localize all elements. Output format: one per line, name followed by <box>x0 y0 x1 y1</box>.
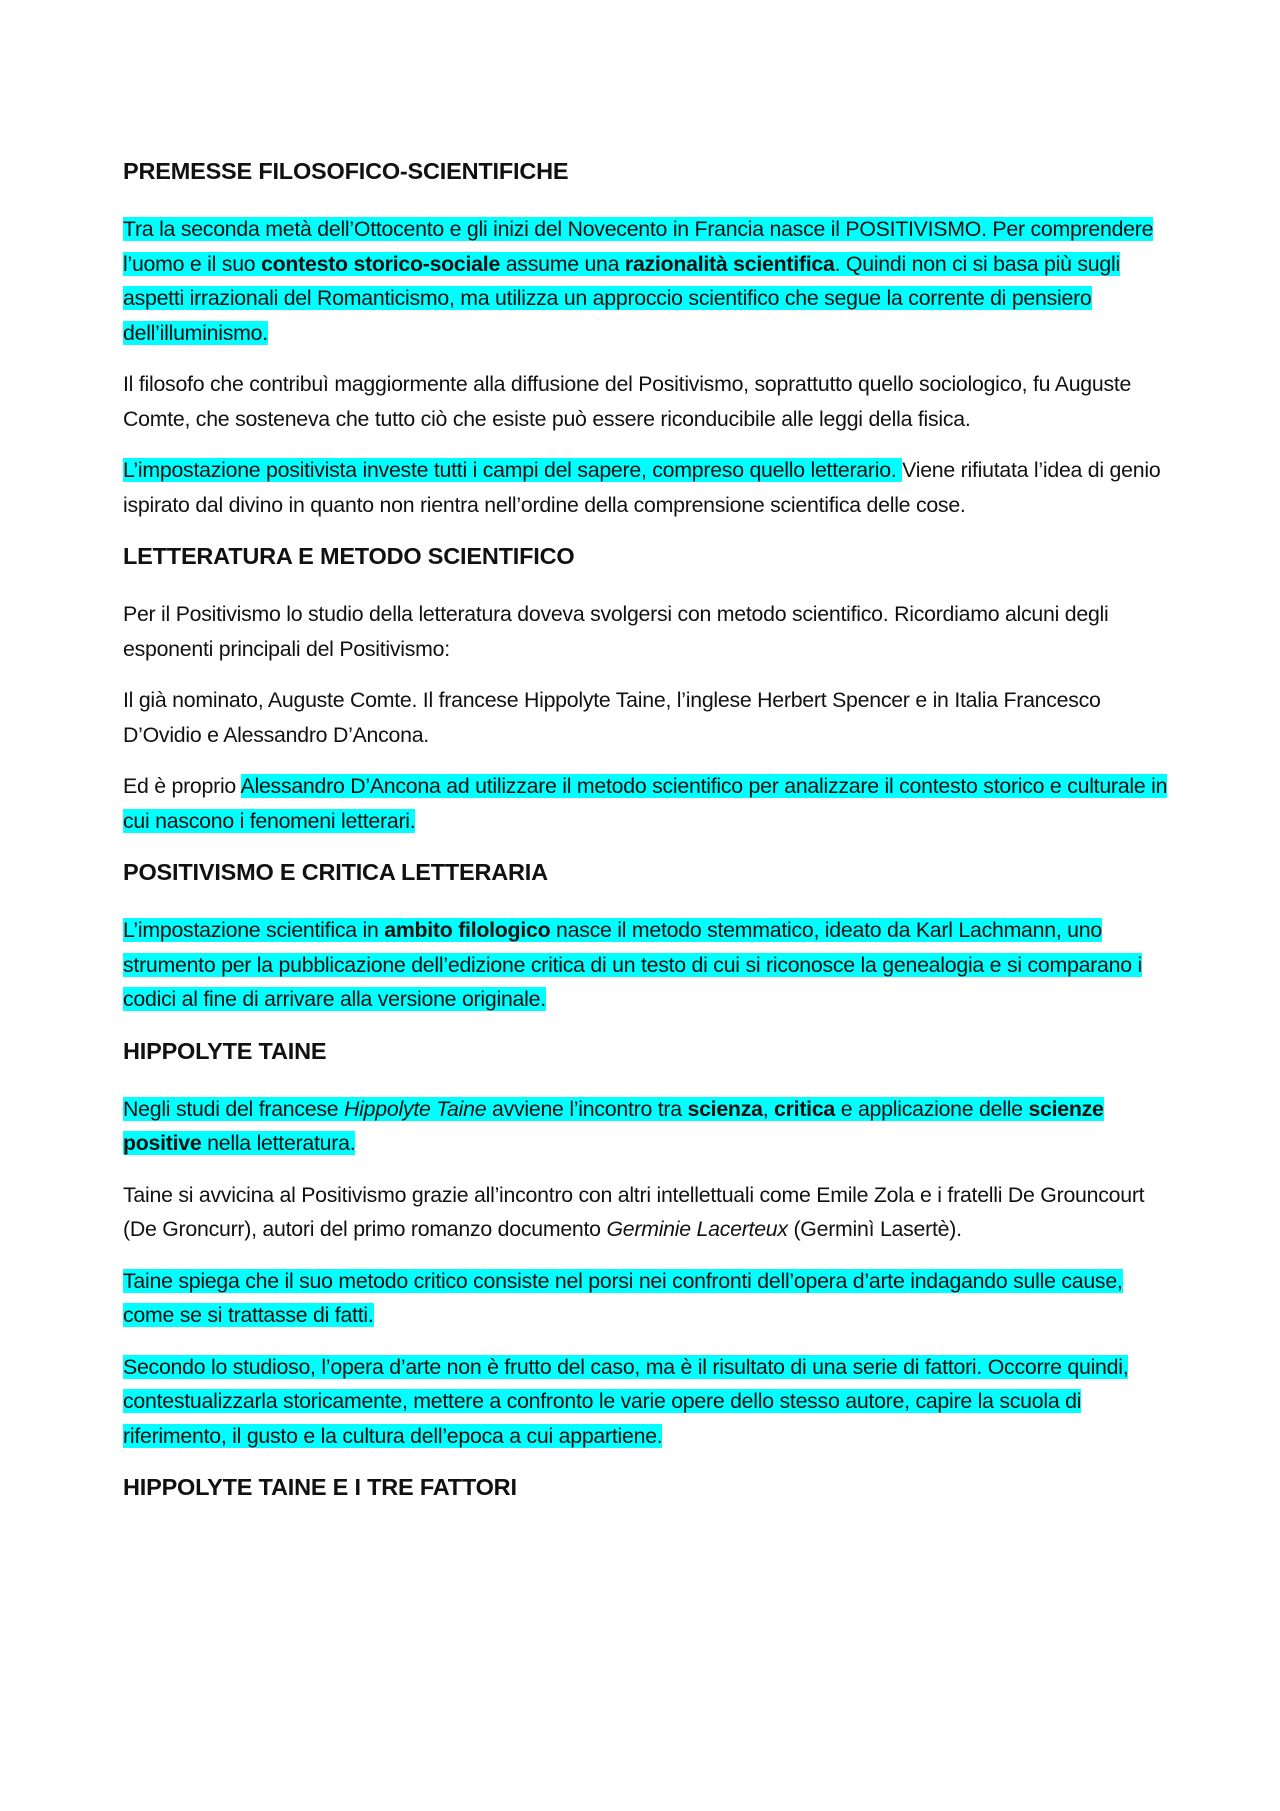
section-heading: PREMESSE FILOSOFICO-SCIENTIFICHE <box>123 158 569 184</box>
text-run: avviene l’incontro tra <box>486 1096 688 1121</box>
paragraph: Il già nominato, Auguste Comte. Il francese Hippolyte Taine, l’inglese Herbert Spencer e in Italia Francesco D’Ovidio e Alessandro D’Ancona. <box>123 688 1101 747</box>
text-run: . Quindi non ci si basa più sugli aspetti irrazionali del Romanticismo, ma utilizza un approccio scientifico che segue la corrente di pensiero dell’illuminismo. <box>123 251 1120 345</box>
highlighted-text: Taine spiega che il suo metodo critico consiste nel porsi nei confronti dell’opera d’arte indagando sulle cause, come se si trattasse di fatti. <box>123 1268 1123 1327</box>
text-run: assume una <box>500 251 625 276</box>
document-page <box>123 154 1175 1528</box>
section-heading: LETTERATURA E METODO SCIENTIFICO <box>123 543 575 569</box>
paragraph <box>123 212 1175 350</box>
paragraph <box>123 1350 1175 1454</box>
highlighted-text <box>123 217 1153 345</box>
text-run: e applicazione delle <box>835 1096 1029 1121</box>
bold-text: contesto storico-sociale <box>261 251 501 276</box>
bold-text: scienze positive <box>123 1096 1104 1155</box>
paragraph: Per il Positivismo lo studio della letteratura doveva svolgersi con metodo scientifico. Ricordiamo alcuni degli esponenti principali del Positivismo: <box>123 602 1109 661</box>
text-run: Negli studi del francese <box>123 1096 345 1121</box>
text-run: Taine si avvicina al Positivismo grazie all’incontro con altri intellettuali come Emile Zola e i fratelli De Grouncourt (De Groncurr), autori del primo romanzo documento <box>123 1182 1145 1241</box>
bold-text: ambito filologico <box>384 918 551 942</box>
paragraph <box>123 1092 1175 1161</box>
highlighted-text: L’impostazione positivista investe tutti i campi del sapere, compreso quello letterario. <box>123 458 903 482</box>
text-run: Ed è proprio <box>123 774 241 798</box>
section-heading: HIPPOLYTE TAINE E I TRE FATTORI <box>123 1474 517 1500</box>
highlighted-text: Secondo lo studioso, l’opera d’arte non è frutto del caso, ma è il risultato di una serie di fattori. Occorre quindi, contestualizzarla storicamente, mettere a confronto le varie opere dello stesso autore, capire la scuola di riferimento, il gusto e la cultura dell’epoca a cui appartiene. <box>123 1354 1129 1448</box>
text-run: (Germinì Lasertè). <box>787 1217 962 1241</box>
paragraph <box>123 1178 1175 1247</box>
section-heading: HIPPOLYTE TAINE <box>123 1037 327 1064</box>
paragraph <box>123 453 1175 522</box>
text-run: , <box>762 1096 775 1121</box>
text-run: nasce il metodo stemmatico, ideato da Karl Lachmann, uno strumento per la pubblicazione dell’edizione critica di un testo di cui si riconosce la genealogia e si comparano i codici al fine di arrivare alla versione originale. <box>123 918 1142 1011</box>
paragraph <box>123 1264 1175 1333</box>
paragraph <box>123 769 1175 838</box>
paragraph: Il filosofo che contribuì maggiormente alla diffusione del Positivismo, soprattutto quello sociologico, fu Auguste Comte, che sosteneva che tutto ciò che esiste può essere riconducibile alle leggi della fisica. <box>123 372 1132 431</box>
paragraph <box>123 913 1175 1017</box>
section-heading: POSITIVISMO E CRITICA LETTERARIA <box>123 859 548 885</box>
text-run: Viene rifiutata l’idea di genio ispirato dal divino in quanto non rientra nell’ordine della comprensione scientifica delle cose. <box>123 458 1161 517</box>
bold-text: scienza <box>687 1096 763 1121</box>
text-run: Tra la seconda metà dell’Ottocento e gli inizi del Novecento in Francia nasce il POSITIVISMO. Per comprendere l’uomo e il suo <box>123 217 1154 276</box>
bold-text: razionalità scientifica <box>624 251 835 276</box>
italic-text: Germinie Lacerteux <box>606 1217 788 1241</box>
text-run: nella letteratura. <box>201 1131 356 1155</box>
text-run: L’impostazione scientifica in <box>123 918 385 942</box>
italic-text: Hippolyte Taine <box>344 1096 487 1121</box>
highlighted-text <box>123 1097 1104 1156</box>
highlighted-text <box>123 918 1142 1011</box>
highlighted-text: Alessandro D’Ancona ad utilizzare il metodo scientifico per analizzare il contesto storico e culturale in cui nascono i fenomeni letterari. <box>123 774 1168 833</box>
bold-text: critica <box>774 1096 836 1121</box>
